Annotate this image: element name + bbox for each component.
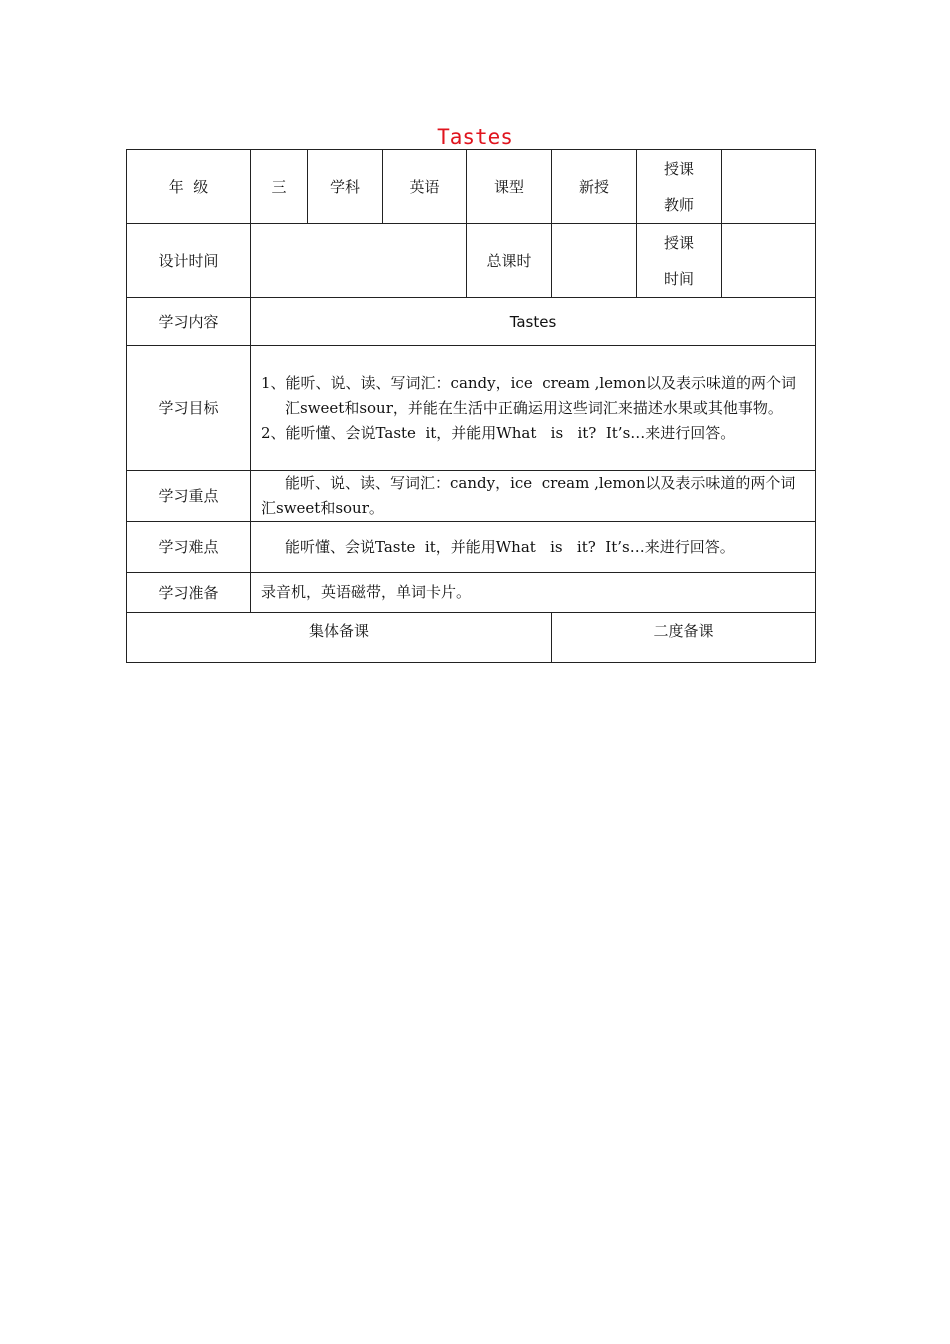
table-row-preparation	[127, 573, 816, 613]
total-hours-label: 总课时	[467, 224, 552, 298]
lesson-type-value: 新授	[552, 150, 637, 224]
grade-value: 三	[251, 150, 308, 224]
preparation-value: 录音机，英语磁带，单词卡片。	[251, 573, 816, 613]
teacher-label	[637, 150, 722, 224]
subject-label: 学科	[308, 150, 383, 224]
objective-item: 2、能听懂、会说Taste it，并能用What is it? It’s…来进行回答。	[261, 423, 736, 442]
table-row-key-points	[127, 471, 816, 522]
teach-time-label-line1: 授课	[664, 233, 695, 252]
collective-prep-heading: 集体备课	[127, 613, 552, 663]
design-time-value	[251, 224, 467, 298]
difficulties-value: 能听懂、会说Taste it，并能用What is it? It’s…来进行回答。	[285, 537, 735, 556]
table-row-content	[127, 298, 816, 346]
subject-value: 英语	[383, 150, 467, 224]
difficulties-label: 学习难点	[127, 522, 251, 573]
difficulties-cell	[251, 522, 816, 573]
table-row-footer	[127, 613, 816, 663]
key-points-label: 学习重点	[127, 471, 251, 522]
total-hours-value	[552, 224, 637, 298]
objective-item: 1、能听、说、读、写词汇：candy，ice cream ,lemon以及表示味道的两个词汇sweet和sour，并能在生活中正确运用这些词汇来描述水果或其他事物。	[261, 373, 796, 417]
document-title: Tastes	[437, 125, 513, 149]
table-row-objectives	[127, 346, 816, 471]
second-prep-heading: 二度备课	[552, 613, 816, 663]
teach-time-label-line2: 时间	[664, 269, 695, 288]
teach-time-value	[722, 224, 816, 298]
key-points-value: 能听、说、读、写词汇：candy，ice cream ,lemon以及表示味道的两个词汇sweet和sour。	[261, 474, 796, 517]
content-label: 学习内容	[127, 298, 251, 346]
teacher-label-line2: 教师	[664, 195, 695, 214]
teach-time-label	[637, 224, 722, 298]
content-value: Tastes	[251, 298, 816, 346]
lesson-type-label: 课型	[467, 150, 552, 224]
teacher-value	[722, 150, 816, 224]
objectives-list	[251, 346, 816, 471]
preparation-label: 学习准备	[127, 573, 251, 613]
table-row-design-time	[127, 224, 816, 298]
teacher-label-line1: 授课	[664, 159, 695, 178]
key-points-cell	[251, 471, 816, 522]
objectives-label: 学习目标	[127, 346, 251, 471]
table-row-difficulties	[127, 522, 816, 573]
grade-label: 年 级	[127, 150, 251, 224]
design-time-label: 设计时间	[127, 224, 251, 298]
lesson-plan-table	[126, 149, 816, 663]
table-row-grade	[127, 150, 816, 224]
